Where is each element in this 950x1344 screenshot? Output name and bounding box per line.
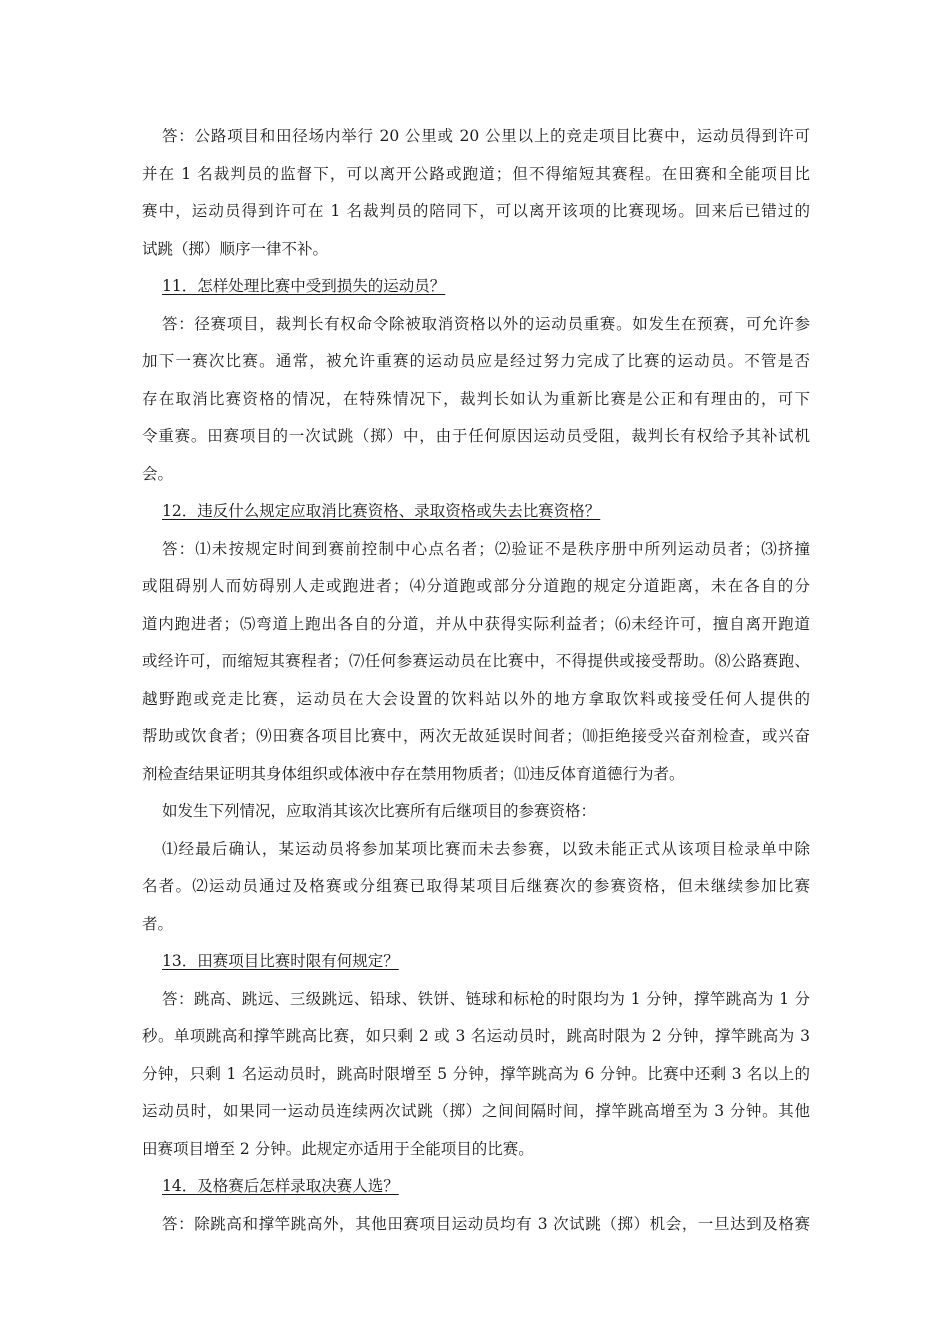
line-text: 赛中，运动员得到许可在 1 名裁判员的陪同下，可以离开该项的比赛现场。回来后已错过的 [142,202,810,220]
line-text: 答：径赛项目，裁判长有权命令除被取消资格以外的运动员重赛。如发生在预赛，可允许参 [162,314,810,333]
line-text: ⑴经最后确认，某运动员将参加某项比赛而未去参赛，以致未能正式从该项目检录单中除 [162,839,810,858]
line-text: 答：跳高、跳远、三级跳远、铅球、铁饼、链球和标枪的时限均为 1 分钟，撑竿跳高为 1 分 [162,989,810,1008]
text-line [142,381,810,419]
text-line [142,831,810,869]
text-line [142,156,810,194]
line-text: 答：公路项目和田径场内举行 20 公里或 20 公里以上的竞走项目比赛中，运动员得到许可 [162,127,810,145]
text-line [142,643,810,681]
text-line [142,343,810,381]
text-line [142,793,810,831]
text-line [142,531,810,569]
text-line [142,456,810,494]
heading-text: 13．田赛项目比赛时限有何规定？ [162,952,399,970]
text-line [142,606,810,644]
text-line [142,906,810,944]
text-line [142,981,810,1019]
text-line [142,718,810,756]
line-text: 秒。单项跳高和撑竿跳高比赛，如只剩 2 或 3 名运动员时，跳高时限为 2 分钟，撑竿跳高为 3 [142,1027,810,1045]
text-line [142,681,810,719]
line-text: 加下一赛次比赛。通常，被允许重赛的运动员应是经过努力完成了比赛的运动员。不管是否 [142,352,810,370]
text-line [142,756,810,794]
line-text: 或经许可，而缩短其赛程者；⑺任何参赛运动员在比赛中，不得提供或接受帮助。⑻公路赛跑、 [142,652,810,670]
text-line [142,418,810,456]
line-text: 者。 [142,914,174,933]
line-text: 存在取消比赛资格的情况，在特殊情况下，裁判长如认为重新比赛是公正和有理由的，可下 [142,389,810,408]
line-text: 答：除跳高和撑竿跳高外，其他田赛项目运动员均有 3 次试跳（掷）机会，一旦达到及格赛 [162,1214,810,1233]
line-text: 帮助或饮食者；⑼田赛各项目比赛中，两次无故延误时间者；⑽拒绝接受兴奋剂检查，或兴奋 [142,727,810,745]
text-line [142,1018,810,1056]
text-line [142,1131,810,1169]
line-text: 如发生下列情况，应取消其该次比赛所有后继项目的参赛资格： [162,802,597,820]
text-line [142,1093,810,1131]
text-line [142,568,810,606]
text-line [142,868,810,906]
line-text: 或阻碍别人而妨碍别人走或跑进者；⑷分道跑或部分分道跑的规定分道距离，未在各自的分 [142,577,810,595]
line-text: 运动员时，如果同一运动员连续两次试跳（掷）之间间隔时间，撑竿跳高增至为 3 分钟。其他 [142,1102,810,1120]
question-heading [142,943,810,981]
text-line [142,306,810,344]
line-text: 越野跑或竞走比赛，运动员在大会设置的饮料站以外的地方拿取饮料或接受任何人提供的 [142,689,810,708]
line-text: 名者。⑵运动员通过及格赛或分组赛已取得某项目后继赛次的参赛资格，但未继续参加比赛 [142,877,810,895]
line-text: 答：⑴未按规定时间到赛前控制中心点名者；⑵验证不是秩序册中所列运动员者；⑶挤撞 [162,539,810,558]
heading-text: 14．及格赛后怎样录取决赛人选？ [162,1177,399,1195]
text-line [142,118,810,156]
heading-text: 12．违反什么规定应取消比赛资格、录取资格或失去比赛资格？ [162,502,601,520]
line-text: 令重赛。田赛项目的一次试跳（掷）中，由于任何原因运动员受阻，裁判长有权给予其补试机 [142,427,810,445]
line-text: 试跳（掷）顺序一律不补。 [142,239,329,258]
heading-text: 11．怎样处理比赛中受到损失的运动员？ [162,277,446,295]
question-heading [142,1168,810,1206]
line-text: 会。 [142,464,174,483]
question-heading [142,268,810,306]
line-text: 分钟，只剩 1 名运动员时，跳高时限增至 5 分钟，撑竿跳高为 6 分钟。比赛中还剩 3 名以上的 [142,1064,810,1083]
line-text: 剂检查结果证明其身体组织或体液中存在禁用物质者；⑾违反体育道德行为者。 [142,764,685,783]
document-page [142,118,810,1243]
line-text: 田赛项目增至 2 分钟。此规定亦适用于全能项目的比赛。 [142,1139,534,1158]
text-line [142,1206,810,1244]
question-heading [142,493,810,531]
text-line [142,193,810,231]
text-line [142,231,810,269]
text-line [142,1056,810,1094]
line-text: 并在 1 名裁判员的监督下，可以离开公路或跑道；但不得缩短其赛程。在田赛和全能项目比 [142,164,810,183]
line-text: 道内跑进者；⑸弯道上跑出各自的分道，并从中获得实际利益者；⑹未经许可，擅自离开跑道 [142,614,810,633]
